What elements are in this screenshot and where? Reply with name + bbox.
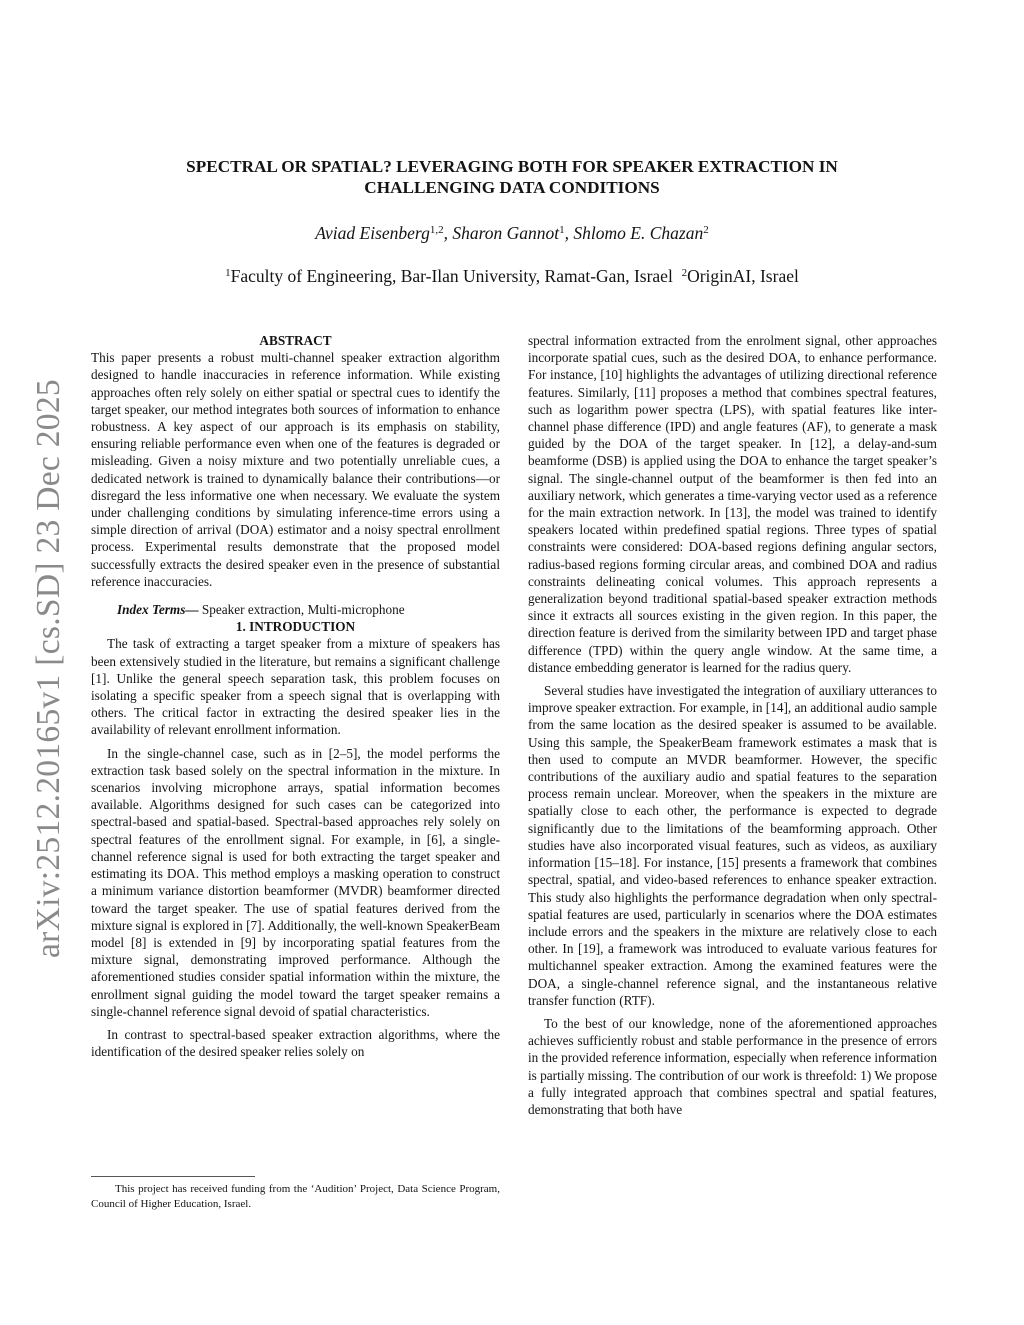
index-terms (91, 601, 500, 618)
footnote-divider (91, 1176, 255, 1177)
right-column (528, 332, 937, 1118)
abstract-text: This paper presents a robust multi-channel speaker extraction algorithm designed to handle inaccuracies in reference information. While existing approaches often rely solely on either spatial or spectral cues to identify the target speaker, our method integrates both sources of information to enhance robustness. A key aspect of our approach is its emphasis on stability, ensuring reliable performance even when one of the features is degraded or misleading. Given a noisy mixture and two potentially unreliable cues, a dedicated network is trained to dynamically balance their contributions—or disregard the less informative one when necessary. We evaluate the system under challenging conditions by simulating inference-time errors using a simple direction of arrival (DOA) estimator and a noisy spectral enrollment process. Experimental results demonstrate that the proposed model successfully extracts the desired speaker even in the presence of substantial reference inaccuracies. (91, 350, 500, 589)
author-name: Aviad Eisenberg (315, 223, 430, 243)
author-separator: , (564, 223, 574, 243)
arxiv-identifier-stamp: arXiv:2512.20165v1 [cs.SD] 23 Dec 2025 (30, 379, 67, 958)
author-affiliation-mark: 1 (559, 224, 565, 236)
affiliation-line (100, 265, 924, 287)
title-line-2: CHALLENGING DATA CONDITIONS (364, 178, 660, 197)
affiliation-text: Faculty of Engineering, Bar-Ilan University, Ramat-Gan, Israel (230, 266, 673, 286)
author-list (100, 222, 924, 244)
body-paragraph: Several studies have investigated the integration of auxiliary utterances to improve speaker extraction. For example, in [14], an additional audio sample from the same location as the desired speaker is assumed to be available. Using this sample, the SpeakerBeam framework estimates a mask that is then used to compute an MVDR beamformer. However, the specific contributions of the auxiliary audio and spatial features to the separation process remain unclear. Moreover, when the speakers in the mixture are spatially close to each other, the performance is expected to degrade significantly due to the limitations of the beamforming approach. Other studies have also incorporated visual features, such as videos, as auxiliary information [15–18]. For instance, [15] presents a framework that combines spectral, spatial, and video-based references to enhance speaker extraction. This study also highlights the performance degradation when only spectral-spatial features are used, particularly in scenarios where the DOA estimates include errors and the speakers in the mixture are relatively close to each other. In [19], a framework was introduced to evaluate various features for multichannel speaker extraction. Among the examined features were the DOA, a single-channel reference signal, and the instantaneous relative transfer function (RTF). (528, 683, 937, 1008)
left-column (91, 332, 500, 1060)
index-terms-text: Speaker extraction, Multi-microphone (198, 602, 405, 618)
affiliation-mark: 2 (681, 267, 688, 279)
author-affiliation-mark: 2 (703, 224, 709, 236)
body-paragraph: In contrast to spectral-based speaker extraction algorithms, where the identification of the desired speaker relies solely on (91, 1026, 500, 1060)
body-paragraph: The task of extracting a target speaker from a mixture of speakers has been extensively studied in the literature, but remains a significant challenge [1]. Unlike the general speech separation task, this problem focuses on isolating a specific speaker from a speech signal that is overlapping with others. The critical factor in extracting the desired speaker lies in the availability of relevant enrollment information. (91, 636, 500, 738)
index-terms-label: Index Terms— (117, 602, 199, 618)
title-line-1: SPECTRAL OR SPATIAL? LEVERAGING BOTH FOR SPEAKER EXTRACTION IN (186, 157, 838, 176)
section-heading-introduction: 1. INTRODUCTION (235, 619, 356, 635)
body-paragraph: In the single-channel case, such as in [2–5], the model performs the extraction task based solely on the spectral information in the mixture. In scenarios involving microphone arrays, spatial information becomes available. Algorithms designed for such cases can be categorized into spectral-based and spatial-based. Spectral-based approaches rely solely on spectral features of the enrollment signal. For example, in [6], a single-channel reference signal is used for both extracting the target speaker and estimating its DOA. This method employs a masking operation to construct a minimum variance distortion beamformer (MVDR) beamformer directed toward the target speaker. The use of spatial features derived from the mixture signal is explored in [7]. Additionally, the well-known SpeakerBeam model [8] is extended in [9] by incorporating spatial features from the mixture signal, demonstrating improved performance. Although the aforementioned studies consider spatial information within the mixture, the enrollment signal guiding the model toward the target speaker remains a single-channel reference signal devoid of spatial characteristics. (91, 745, 500, 1019)
paper-title (100, 156, 924, 198)
body-paragraph: To the best of our knowledge, none of the aforementioned approaches achieves sufficiently robust and stable performance in the presence of errors in the provided reference information, especially when reference information is partially missing. The contribution of our work is threefold: 1) We propose a fully integrated approach that combines spectral and spatial features, demonstrating that both have (528, 1015, 937, 1117)
author-affiliation-mark: 1,2 (429, 224, 444, 236)
author-name: Shlomo E. Chazan (573, 223, 704, 243)
author-separator: , (443, 223, 453, 243)
abstract-heading: ABSTRACT (259, 333, 332, 348)
body-paragraph: spectral information extracted from the enrolment signal, other approaches incorporate spatial cues, such as the desired DOA, to enhance performance. For instance, [10] highlights the advantages of utilizing directional reference features. Similarly, [11] proposes a method that combines spectral features, such as logarithm power spectra (LPS), with spatial features like inter-channel phase difference (IPD) and angle features (AF), to generate a mask guided by the DOA of the target speaker. In [12], a delay-and-sum beamforme (DSB) is applied using the DOA to enhance the target speaker’s signal. The single-channel output of the beamformer is then fed into an auxiliary network, which generates a time-varying vector used as a reference for the main extraction network. In [13], the model was trained to identify speakers located within predefined spatial regions. Three types of spatial constraints were considered: DOA-based regions defining angular sectors, radius-based regions forming circular areas, and combined DOA and radius constraints delineating conical volumes. This approach represents a generalization beyond traditional spatial-based speaker extraction methods since it extracts all sources existing in the given region. In this paper, the direction feature is derived from the similarity between IPD and target phase difference (TPD) within the query angle window. At the same time, a distance embedding generator is learned for the radius query. (528, 333, 937, 675)
funding-footnote: This project has received funding from the ‘Audition’ Project, Data Science Program, Council of Higher Education, Israel. (91, 1183, 500, 1210)
affiliation-mark: 1 (225, 267, 231, 279)
affiliation-text: OriginAI, Israel (687, 266, 799, 286)
author-name: Sharon Gannot (452, 223, 560, 243)
